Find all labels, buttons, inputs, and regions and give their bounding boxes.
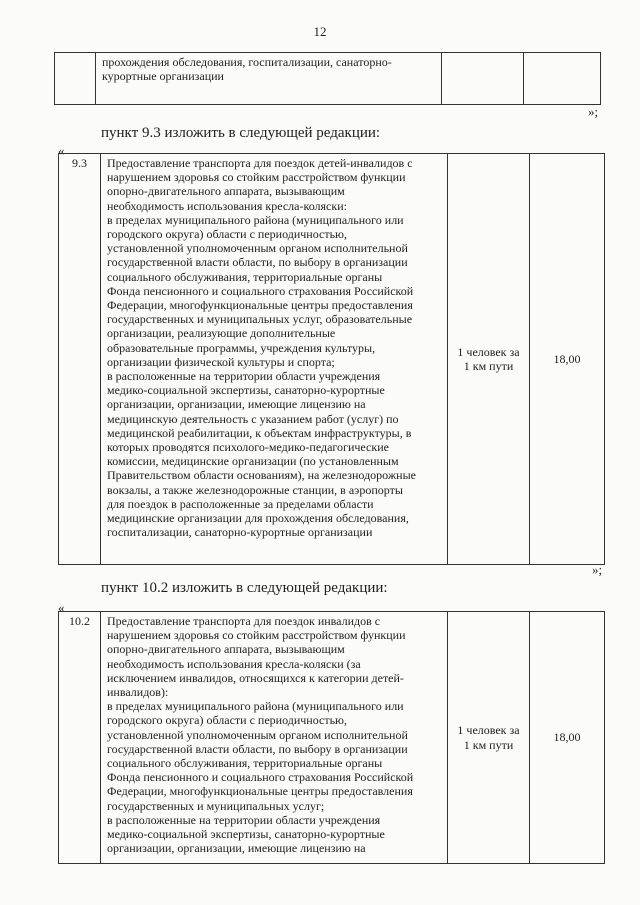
text-line: комиссии, медицинские организации (по установленным bbox=[107, 454, 399, 469]
opening-quote: « bbox=[58, 143, 65, 158]
text-line: государственных и муниципальных услуг, образовательные bbox=[107, 312, 413, 327]
item-description bbox=[101, 612, 448, 864]
text-line: Правительством области основаниям), на железнодорожные bbox=[107, 468, 416, 483]
text-line: организации, организации, имеющие лицензию на bbox=[107, 397, 366, 412]
text-line: опорно-двигательного аппарата, вызывающим bbox=[107, 184, 345, 199]
text-line: опорно-двигательного аппарата, вызывающим bbox=[107, 642, 345, 657]
text-line: исключением инвалидов, относящихся к категории детей- bbox=[107, 670, 404, 685]
text-line: вокзалы, а также железнодорожные станции, в аэропорты bbox=[107, 482, 403, 497]
item-price: 18,00 bbox=[530, 154, 605, 565]
unit-line: 1 км пути bbox=[463, 359, 514, 373]
text-line: государственных и муниципальных услуг; bbox=[107, 798, 325, 813]
text-line: городского округа) области с периодичностью, bbox=[107, 227, 348, 242]
page-number: 12 bbox=[313, 24, 327, 39]
text-line: в пределах муниципального района (муниципального или bbox=[107, 699, 404, 714]
text-line: прохождения обследования, госпитализации, санаторно- bbox=[102, 55, 392, 69]
text-line: государственной власти области, по выбору в организации bbox=[107, 741, 408, 756]
item-number: 10.2 bbox=[59, 612, 101, 864]
continued-table bbox=[54, 52, 601, 105]
text-line: установленной уполномоченным органом исполнительной bbox=[107, 727, 408, 742]
instruction-9-3: пункт 9.3 изложить в следующей редакции: bbox=[101, 125, 381, 141]
price-cell bbox=[524, 53, 601, 105]
text-line: для поездок в расположенные за пределами области bbox=[107, 496, 374, 511]
text-line: Фонда пенсионного и социального страхования Российской bbox=[107, 283, 414, 298]
text-line: государственной власти области, по выбору в организации bbox=[107, 255, 408, 270]
text-line: Предоставление транспорта для поездок инвалидов с bbox=[107, 614, 381, 628]
closing-quote: »; bbox=[588, 104, 599, 119]
item-unit bbox=[448, 154, 530, 565]
text-line: необходимость использования кресла-коляски: bbox=[107, 198, 347, 213]
unit-cell bbox=[442, 53, 524, 105]
text-line: которых проводятся психолого-медико-педагогические bbox=[107, 440, 389, 455]
text-line: Федерации, многофункциональные центры предоставления bbox=[107, 298, 413, 313]
text-line: медико-социальной экспертизы, санаторно-курортные bbox=[107, 827, 385, 842]
text-line: в расположенные на территории области учреждения bbox=[107, 369, 381, 384]
text-line: в пределах муниципального района (муниципального или bbox=[107, 212, 404, 227]
opening-quote: « bbox=[58, 600, 65, 615]
item-9-3-table bbox=[58, 153, 605, 565]
closing-quote: »; bbox=[592, 562, 603, 577]
text-line: медицинскую деятельность с указанием работ (услуг) по bbox=[107, 411, 399, 426]
text-line: необходимость использования кресла-коляски (за bbox=[107, 656, 361, 671]
text-line: нарушением здоровья со стойким расстройством функции bbox=[107, 170, 406, 185]
text-line: социального обслуживания, территориальные органы bbox=[107, 269, 383, 284]
item-price: 18,00 bbox=[530, 612, 605, 864]
text-line: организации физической культуры и спорта; bbox=[107, 354, 335, 369]
text-line: образовательные программы, учреждения культуры, bbox=[107, 340, 376, 355]
text-line: медицинские организации для прохождения обследования, bbox=[107, 511, 409, 526]
text-line: городского округа) области с периодичностью, bbox=[107, 713, 348, 728]
text-line: организации, организации, имеющие лицензию на bbox=[107, 841, 366, 856]
text-line: Федерации, многофункциональные центры предоставления bbox=[107, 784, 413, 799]
text-line: инвалидов): bbox=[107, 685, 169, 700]
text-line: нарушением здоровья со стойким расстройством функции bbox=[107, 628, 406, 643]
text-line: медицинской реабилитации, к объектам инфраструктуры, в bbox=[107, 425, 412, 440]
item-unit bbox=[448, 612, 530, 864]
text-line: курортные организации bbox=[102, 69, 224, 84]
text-line: организации, реализующие дополнительные bbox=[107, 326, 336, 341]
item-10-2-table bbox=[58, 611, 605, 864]
instruction-10-2: пункт 10.2 изложить в следующей редакции: bbox=[101, 580, 388, 596]
number-cell bbox=[55, 53, 96, 105]
unit-line: 1 человек за bbox=[457, 723, 520, 738]
text-line: Фонда пенсионного и социального страхования Российской bbox=[107, 770, 414, 785]
item-number: 9.3 bbox=[59, 154, 101, 565]
text-line: Предоставление транспорта для поездок детей-инвалидов с bbox=[107, 156, 413, 170]
text-line: социального обслуживания, территориальные органы bbox=[107, 756, 383, 771]
text-line: госпитализации, санаторно-курортные организации bbox=[107, 525, 373, 540]
description-cell bbox=[96, 53, 442, 105]
text-line: в расположенные на территории области учреждения bbox=[107, 812, 381, 827]
text-line: медико-социальной экспертизы, санаторно-курортные bbox=[107, 383, 385, 398]
unit-line: 1 человек за bbox=[457, 344, 520, 359]
item-description bbox=[101, 154, 448, 565]
text-line: установленной уполномоченным органом исполнительной bbox=[107, 241, 408, 256]
unit-line: 1 км пути bbox=[463, 737, 514, 752]
